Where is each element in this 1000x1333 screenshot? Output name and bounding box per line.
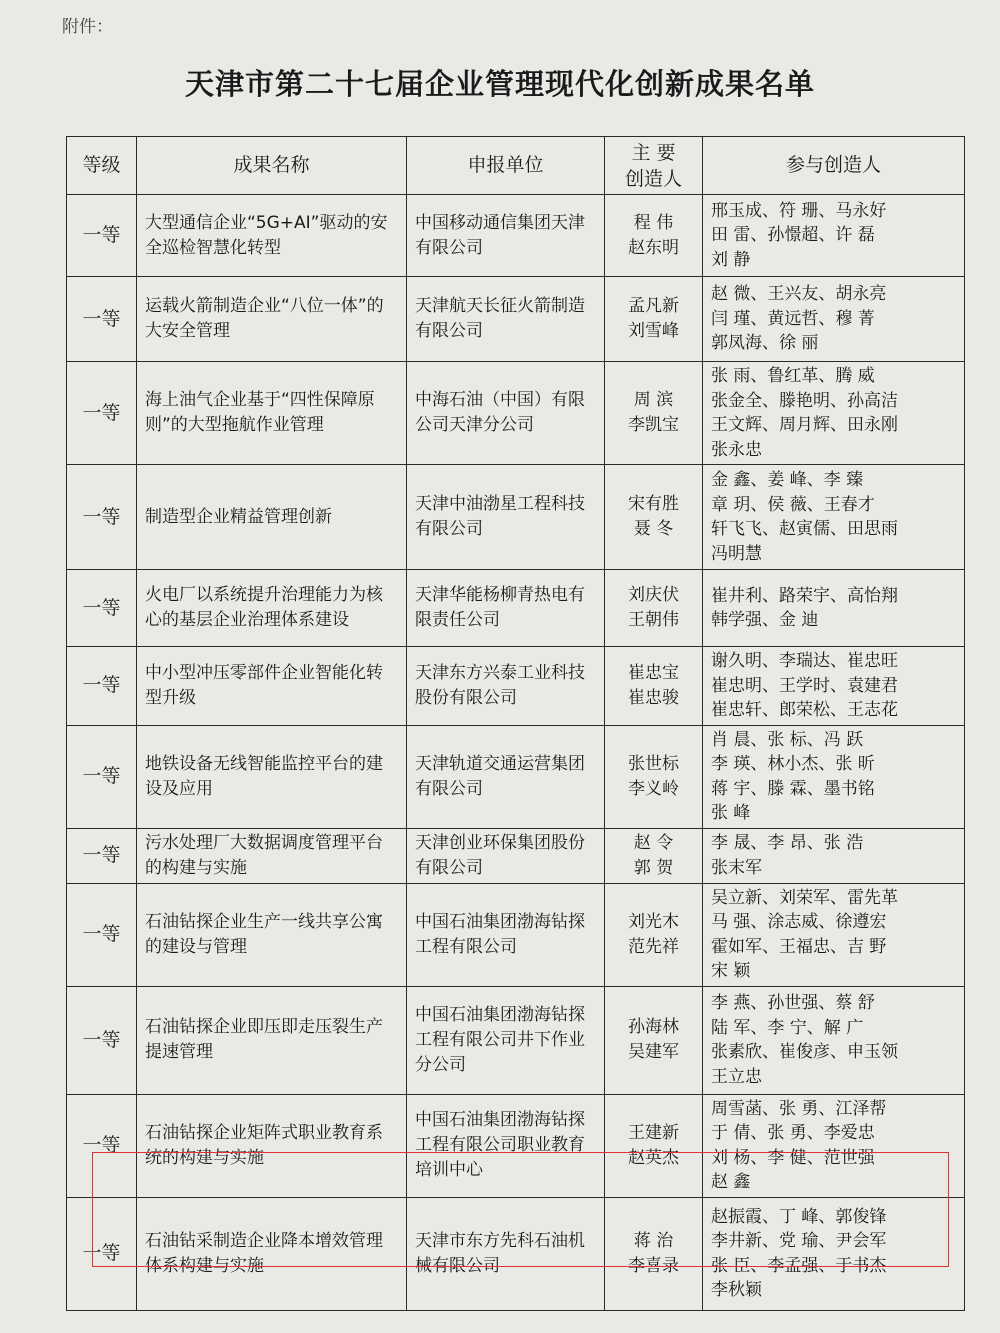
- achievement-name-cell: 大型通信企业“5G+AI”驱动的安全巡检智慧化转型: [137, 195, 407, 277]
- unit-cell: 中国石油集团渤海钻探工程有限公司: [407, 883, 605, 986]
- participants-cell: [703, 883, 965, 986]
- lead-creator: 程 伟: [633, 212, 674, 233]
- lead-creators-cell: [605, 362, 703, 465]
- lead-creator: 孟凡新: [628, 296, 679, 316]
- lead-creator: 宋有胜: [628, 494, 679, 514]
- participant-line: 冯明慧: [711, 543, 762, 564]
- lead-creator: 蒋 治: [633, 1230, 674, 1251]
- level-cell: 一等: [67, 647, 137, 726]
- table-row: [67, 647, 965, 726]
- table-header-row: [67, 137, 965, 195]
- participants-cell: [703, 647, 965, 726]
- header-participants: 参与创造人: [703, 137, 965, 195]
- participant-line: 崔忠明、王学时、袁建君: [711, 675, 898, 696]
- unit-cell: 天津创业环保集团股份有限公司: [407, 828, 605, 883]
- participant-line: 李秋颖: [711, 1280, 762, 1300]
- participant-line: 李 燕、孙世强、蔡 舒: [711, 993, 875, 1013]
- level-cell: 一等: [67, 1094, 137, 1197]
- participant-line: 赵振霞、丁 峰、郭俊锋: [711, 1206, 887, 1227]
- participant-line: 肖 晨、张 标、冯 跃: [711, 729, 864, 750]
- table-row: [67, 1197, 965, 1310]
- level-cell: 一等: [67, 986, 137, 1094]
- header-lead: [605, 137, 703, 195]
- unit-cell: 天津中油渤星工程科技有限公司: [407, 465, 605, 570]
- achievement-name-cell: 海上油气企业基于“四性保障原则”的大型拖航作业管理: [137, 362, 407, 465]
- unit-cell: 天津航天长征火箭制造有限公司: [407, 277, 605, 362]
- participant-line: 金 鑫、姜 峰、李 臻: [711, 470, 864, 490]
- lead-creator: 李义岭: [628, 778, 679, 799]
- lead-creators-cell: [605, 883, 703, 986]
- header-unit: 申报单位: [407, 137, 605, 195]
- lead-creator: 郭 贺: [633, 857, 674, 878]
- participant-line: 马 强、涂志威、徐遵宏: [711, 912, 887, 932]
- lead-creators-cell: [605, 725, 703, 828]
- attachment-label: 附件：: [62, 17, 113, 37]
- participant-line: 张末军: [711, 857, 762, 878]
- level-cell: 一等: [67, 277, 137, 362]
- table-row: [67, 195, 965, 277]
- lead-creator: 孙海林: [628, 1017, 679, 1037]
- lead-creators-cell: [605, 828, 703, 883]
- table-body: [67, 195, 965, 1311]
- unit-cell: 中国石油集团渤海钻探工程有限公司职业教育培训中心: [407, 1094, 605, 1197]
- participant-line: 崔井利、路荣宇、高怡翔: [711, 585, 898, 606]
- participant-line: 张金全、滕艳明、孙高洁: [711, 390, 898, 411]
- table-row: [67, 362, 965, 465]
- achievement-name-cell: 石油钻探企业即压即走压裂生产提速管理: [137, 986, 407, 1094]
- participant-line: 张素欣、崔俊彦、申玉领: [711, 1042, 898, 1062]
- lead-creators-cell: [605, 1197, 703, 1310]
- level-cell: 一等: [67, 362, 137, 465]
- lead-creator: 张世标: [628, 753, 679, 774]
- participants-cell: [703, 1094, 965, 1197]
- table-row: [67, 570, 965, 647]
- participant-line: 于 倩、张 勇、李爱忠: [711, 1123, 875, 1143]
- participant-line: 赵 微、王兴友、胡永亮: [711, 284, 887, 305]
- lead-creator: 吴建军: [628, 1042, 679, 1062]
- achievement-name-cell: 火电厂以系统提升治理能力为核心的基层企业治理体系建设: [137, 570, 407, 647]
- lead-creators-cell: [605, 570, 703, 647]
- lead-creator: 崔忠骏: [628, 687, 679, 708]
- participant-line: 张永忠: [711, 439, 762, 460]
- unit-cell: 天津市东方先科石油机械有限公司: [407, 1197, 605, 1310]
- lead-creator: 赵东明: [628, 237, 679, 258]
- table-row: [67, 1094, 965, 1197]
- participant-line: 王文辉、周月辉、田永刚: [711, 415, 898, 435]
- lead-creator: 刘光木: [628, 911, 679, 932]
- participant-line: 田 雷、孙憬超、许 磊: [711, 225, 875, 246]
- participants-cell: [703, 362, 965, 465]
- participant-line: 陆 军、李 宁、解 广: [711, 1017, 864, 1038]
- level-cell: 一等: [67, 570, 137, 647]
- participant-line: 刘 杨、李 健、范世强: [711, 1147, 875, 1168]
- table-row: [67, 277, 965, 362]
- lead-creator: 崔忠宝: [628, 662, 679, 683]
- participant-line: 王立忠: [711, 1066, 762, 1087]
- achievement-name-cell: 污水处理厂大数据调度管理平台的构建与实施: [137, 828, 407, 883]
- participants-cell: [703, 195, 965, 277]
- participant-line: 郭凤海、徐 丽: [711, 333, 819, 354]
- participants-cell: [703, 828, 965, 883]
- participant-line: 轩飞飞、赵寅儒、田思雨: [711, 519, 898, 539]
- unit-cell: 中海石油（中国）有限公司天津分公司: [407, 362, 605, 465]
- achievement-name-cell: 中小型冲压零部件企业智能化转型升级: [137, 647, 407, 726]
- level-cell: 一等: [67, 465, 137, 570]
- achievement-name-cell: 制造型企业精益管理创新: [137, 465, 407, 570]
- lead-creator: 刘庆伏: [628, 585, 679, 605]
- level-cell: 一等: [67, 828, 137, 883]
- participants-cell: [703, 570, 965, 647]
- participant-line: 李 瑛、林小杰、张 昕: [711, 754, 875, 774]
- participant-line: 韩学强、金 迪: [711, 610, 819, 630]
- page-title: 天津市第二十七届企业管理现代化创新成果名单: [184, 67, 815, 101]
- header-name: 成果名称: [137, 137, 407, 195]
- participants-cell: [703, 725, 965, 828]
- participants-cell: [703, 986, 965, 1094]
- participant-line: 闫 瑾、黄远哲、穆 菁: [711, 308, 875, 329]
- lead-creator: 周 滨: [633, 390, 674, 410]
- level-cell: 一等: [67, 883, 137, 986]
- lead-creators-cell: [605, 195, 703, 277]
- lead-creator: 聂 冬: [633, 519, 674, 539]
- participant-line: 周雪菡、张 勇、江泽帮: [711, 1098, 887, 1119]
- participant-line: 张 雨、鲁红革、腾 威: [711, 366, 875, 386]
- unit-cell: 中国石油集团渤海钻探工程有限公司井下作业分公司: [407, 986, 605, 1094]
- results-table: [66, 136, 965, 1311]
- participant-line: 谢久明、李瑞达、崔忠旺: [711, 651, 898, 671]
- level-cell: 一等: [67, 1197, 137, 1310]
- unit-cell: 天津轨道交通运营集团有限公司: [407, 725, 605, 828]
- lead-creator: 李喜录: [628, 1255, 679, 1276]
- participant-line: 张 臣、李孟强、于书杰: [711, 1255, 887, 1276]
- lead-creator: 李凯宝: [628, 415, 679, 435]
- table-row: [67, 465, 965, 570]
- level-cell: 一等: [67, 195, 137, 277]
- table-row: [67, 828, 965, 883]
- lead-creator: 赵 令: [633, 832, 674, 853]
- table-row: [67, 883, 965, 986]
- table-row: [67, 725, 965, 828]
- lead-creator: 赵英杰: [628, 1147, 679, 1168]
- achievement-name-cell: 石油钻探企业矩阵式职业教育系统的构建与实施: [137, 1094, 407, 1197]
- participant-line: 蒋 宇、滕 霖、墨书铭: [711, 778, 875, 799]
- participants-cell: [703, 465, 965, 570]
- participant-line: 章 玥、侯 薇、王春才: [711, 494, 875, 515]
- lead-creator: 王朝伟: [628, 610, 679, 630]
- participant-line: 张 峰: [711, 803, 751, 823]
- achievement-name-cell: 地铁设备无线智能监控平台的建设及应用: [137, 725, 407, 828]
- unit-cell: 中国移动通信集团天津有限公司: [407, 195, 605, 277]
- participants-cell: [703, 1197, 965, 1310]
- achievement-name-cell: 石油钻采制造企业降本增效管理体系构建与实施: [137, 1197, 407, 1310]
- lead-creator: 范先祥: [628, 936, 679, 957]
- lead-creators-cell: [605, 986, 703, 1094]
- participant-line: 吴立新、刘荣军、雷先革: [711, 887, 898, 908]
- achievement-name-cell: 石油钻探企业生产一线共享公寓的建设与管理: [137, 883, 407, 986]
- participants-cell: [703, 277, 965, 362]
- header-level: 等级: [67, 137, 137, 195]
- lead-creators-cell: [605, 465, 703, 570]
- participant-line: 李 晟、李 昂、张 浩: [711, 833, 864, 853]
- participant-line: 赵 鑫: [711, 1172, 751, 1192]
- participant-line: 崔忠轩、郎荣松、王志花: [711, 700, 898, 720]
- achievement-name-cell: 运载火箭制造企业“八位一体”的大安全管理: [137, 277, 407, 362]
- lead-creators-cell: [605, 1094, 703, 1197]
- participant-line: 邢玉成、符 珊、马永好: [711, 200, 887, 221]
- unit-cell: 天津华能杨柳青热电有限责任公司: [407, 570, 605, 647]
- header-lead-text: 主 要 创造人: [624, 141, 682, 190]
- participant-line: 宋 颖: [711, 961, 751, 981]
- participant-line: 李井新、党 瑜、尹会军: [711, 1231, 887, 1251]
- lead-creator: 王建新: [628, 1122, 679, 1143]
- participant-line: 刘 静: [711, 249, 751, 270]
- lead-creators-cell: [605, 277, 703, 362]
- level-cell: 一等: [67, 725, 137, 828]
- lead-creators-cell: [605, 647, 703, 726]
- participant-line: 霍如军、王福忠、吉 野: [711, 936, 887, 957]
- table-row: [67, 986, 965, 1094]
- lead-creator: 刘雪峰: [628, 321, 679, 341]
- unit-cell: 天津东方兴泰工业科技股份有限公司: [407, 647, 605, 726]
